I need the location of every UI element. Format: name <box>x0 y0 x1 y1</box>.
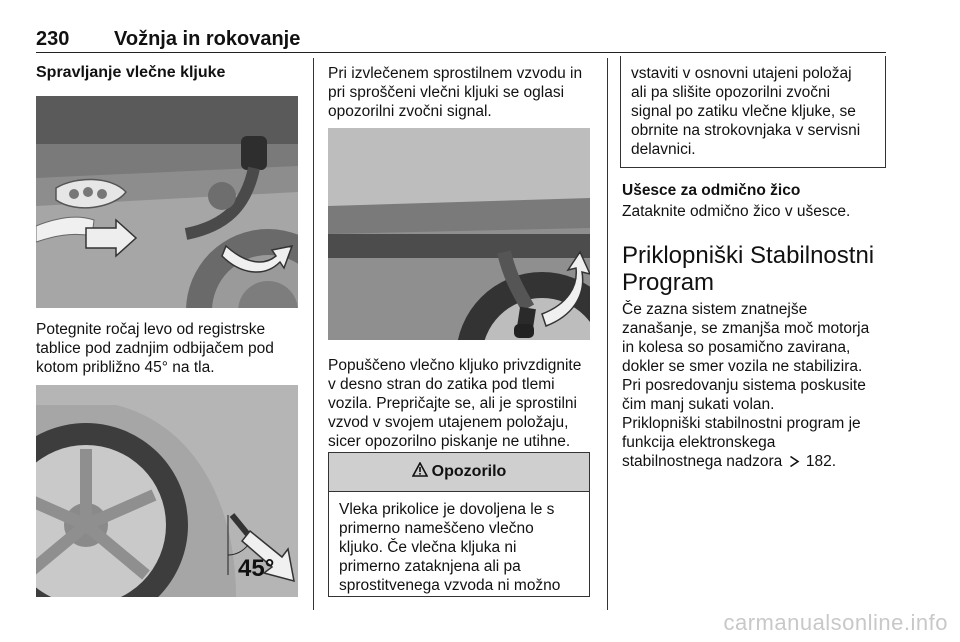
paragraph-pull-handle <box>36 320 306 377</box>
text-line: delavnici. <box>631 141 696 158</box>
paragraph-stability-system <box>622 300 892 414</box>
column-divider-1 <box>313 58 314 610</box>
text-line: Pri izvlečenem sprostilnem vzvodu in <box>328 65 583 82</box>
text-line: ali pa slišite opozorilni zvočni <box>631 84 831 101</box>
illustration-release-handle <box>36 96 298 308</box>
text-line: kljuko. Če vlečna kljuka ni <box>339 539 517 556</box>
text-line: tablice pod zadnjim odbijačem pod <box>36 340 274 357</box>
page-reference-arrow-icon[interactable] <box>789 454 800 473</box>
heading-trailer-stability <box>622 242 892 296</box>
text-line: sprostitvenega vzvoda ni možno <box>339 577 561 594</box>
text-line: Potegnite ročaj levo od registrske <box>36 321 266 338</box>
angle-label: 45° <box>238 555 275 582</box>
text-line: primerno nameščeno vlečno <box>339 520 534 537</box>
text-line: Pri posredovanju sistema poskusite <box>622 377 866 394</box>
text-line: opozorilni zvočni signal. <box>328 103 492 120</box>
page-number: 230 <box>36 28 70 50</box>
text-line <box>622 452 892 473</box>
text-line: Vleka prikolice je dovoljena le s <box>339 501 555 518</box>
text-line: obrnite na strokovnjaka v servisni <box>631 122 861 139</box>
text-line: Popuščeno vlečno kljuko privzdignite <box>328 357 582 374</box>
warning-title: Opozorilo <box>431 463 507 480</box>
text-line: funkcija elektronskega <box>622 434 776 451</box>
text-line: primerno zataknjena ali pa <box>339 558 521 575</box>
column-divider-2 <box>607 58 608 610</box>
paragraph-lift-hook <box>328 356 598 451</box>
text-line: zanašanje, se zmanjša moč motorja <box>622 320 870 337</box>
heading-line: Program <box>622 269 715 296</box>
warning-box <box>328 452 590 597</box>
page-reference[interactable]: 182. <box>805 453 837 470</box>
heading-line: Priklopniški Stabilnostni <box>622 242 875 269</box>
warning-box-continued <box>620 56 886 168</box>
section-title: Spravljanje vlečne kljuke <box>36 64 226 81</box>
text-line: vzvod v svojem utajenem položaju, <box>328 414 569 431</box>
warning-header <box>329 453 589 492</box>
chapter-title: Vožnja in rokovanje <box>114 28 301 50</box>
paragraph-warning-signal <box>328 64 598 121</box>
illustration-tow-hook-lift <box>328 128 590 340</box>
paragraph-stability-function <box>622 414 892 473</box>
warning-triangle-icon <box>412 462 428 482</box>
warning-continued-text <box>621 56 885 159</box>
text-line: Priklopniški stabilnostni program je <box>622 415 861 432</box>
warning-text <box>329 492 589 595</box>
text-line: čim manj sukati volan. <box>622 396 775 413</box>
text-line: v desno stran do zatika pod tlemi <box>328 376 555 393</box>
text-line: vstaviti v osnovni utajeni položaj <box>631 65 852 82</box>
paragraph-cable-eye: Zataknite odmično žico v ušesce. <box>622 203 851 220</box>
header-divider <box>36 52 886 53</box>
watermark: carmanualsonline.info <box>723 610 948 635</box>
text-line: pri sproščeni vlečni kljuki se oglasi <box>328 84 565 101</box>
illustration-angle-45 <box>36 385 298 597</box>
text-line: dokler se smer vozila ne stabilizira. <box>622 358 863 375</box>
text-line: sicer opozorilno piskanje ne utihne. <box>328 433 571 450</box>
text-line: kotom približno 45° na tla. <box>36 359 215 376</box>
text-fragment: stabilnostnega nadzora <box>622 453 783 470</box>
text-line: vozila. Prepričajte se, ali je sprostilni <box>328 395 577 412</box>
text-line: Če zazna sistem znatnejše <box>622 301 808 318</box>
subheading-cable-eye: Ušesce za odmično žico <box>622 182 801 199</box>
text-line: signal po zatiku vlečne kljuke, se <box>631 103 856 120</box>
text-line: in kolesa so posamično zavirana, <box>622 339 851 356</box>
